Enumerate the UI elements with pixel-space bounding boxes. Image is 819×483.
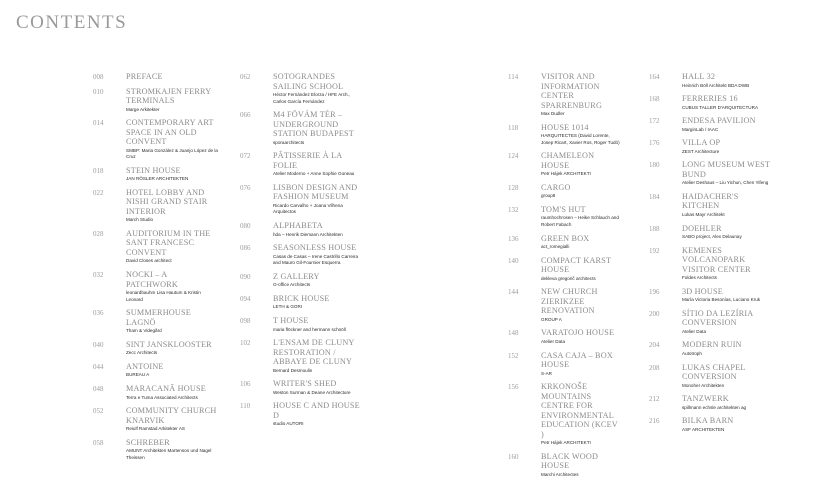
architect-name: Marchi Architectes <box>541 471 579 477</box>
architect-name: SABO project, Alex Delaunay <box>682 234 742 240</box>
project-title: GREEN BOX <box>541 233 590 243</box>
architect-name: Lukas Mayr Architekt <box>682 211 725 217</box>
architect-name: ASF ARCHITEKTEN <box>682 426 725 432</box>
architect-name: GROUP A <box>541 316 562 322</box>
entry-body <box>126 188 218 224</box>
toc-entry <box>240 294 362 311</box>
entry-body <box>682 192 771 219</box>
toc-entry <box>93 362 218 379</box>
toc-entry <box>508 183 620 200</box>
entry-body <box>682 94 771 111</box>
project-title: SINT JANSKLOOSTER <box>126 339 212 349</box>
architect-name: HARQUITECTES (David Lorente, Josep Ricart, Xavier Ros, Roger Tudó) <box>541 133 620 145</box>
architect-name: group8 <box>541 193 556 199</box>
entry-body <box>541 351 620 378</box>
entry-body <box>273 151 362 178</box>
page-number: 044 <box>93 362 104 371</box>
architect-name: María Victoria Besonías, Luciano Kruk <box>682 297 761 303</box>
architect-name: studio AUTORI <box>273 421 304 427</box>
page-number: 148 <box>508 329 519 338</box>
project-title: VILLA OP <box>682 138 721 148</box>
page-number: 136 <box>508 234 519 243</box>
project-title: CASA CAJA – BOX HOUSE <box>541 350 613 370</box>
page-number: 086 <box>240 244 251 253</box>
project-title: TANZWERK <box>682 394 729 404</box>
page-number: 040 <box>93 340 104 349</box>
entry-body <box>541 123 620 147</box>
entry-body <box>682 160 771 187</box>
toc-entry <box>93 406 218 433</box>
entry-body <box>126 438 218 462</box>
page-number: 216 <box>649 417 660 426</box>
page-number: 102 <box>240 339 251 348</box>
entry-body <box>126 308 218 335</box>
page-number: 062 <box>240 73 251 81</box>
project-title: SUMMERHOUSE LAGNÖ <box>126 308 191 327</box>
entry-body <box>682 72 771 89</box>
toc-entry <box>508 234 620 251</box>
entry-body <box>541 183 620 200</box>
architect-name: maria flöckner and hermann schnöll <box>273 326 346 332</box>
toc-column-3 <box>508 72 620 483</box>
toc-entry <box>240 379 362 396</box>
architect-name: Terra e Tuma Associated Architects <box>126 394 198 400</box>
entry-body <box>273 379 362 396</box>
page-number: 212 <box>649 395 660 404</box>
project-title: BRICK HOUSE <box>273 293 330 303</box>
project-title: ENDESA PAVILION <box>682 116 756 126</box>
project-title: STEIN HOUSE <box>126 165 181 175</box>
entry-body <box>126 118 218 161</box>
toc-entry <box>240 243 362 267</box>
entry-body <box>273 183 362 216</box>
entry-body <box>682 416 771 433</box>
page-number: 114 <box>508 73 519 81</box>
project-title: STROMKAJEN FERRY TERMINALS <box>126 86 212 105</box>
toc-entry <box>93 384 218 401</box>
entry-body <box>682 138 771 155</box>
architect-name: JAN RÖSLER ARCHITEKTEN <box>126 176 189 182</box>
architect-name: Atelier Deshaus – Liu Yichun, Chen Yifeng <box>682 180 769 186</box>
toc-entry <box>649 363 771 390</box>
entry-body <box>273 221 362 238</box>
page-number: 076 <box>240 183 251 192</box>
page-number: 176 <box>649 139 660 148</box>
toc-entry <box>93 72 218 82</box>
entry-body <box>273 316 362 333</box>
toc-column-4 <box>649 72 771 438</box>
toc-entry <box>649 116 771 133</box>
entry-body <box>541 287 620 323</box>
architect-name: Petr Hájek ARCHITEKTI <box>541 440 591 446</box>
toc-entry <box>508 123 620 147</box>
entry-body <box>126 72 218 82</box>
architect-name: S-AR <box>541 370 552 376</box>
page-number: 144 <box>508 288 519 297</box>
architect-name: Marge Arkitekter <box>126 106 160 112</box>
project-title: M4 FÖVÁM TÉR – UNDERGROUND STATION BUDAPEST <box>273 110 355 139</box>
page-number: 008 <box>93 73 104 81</box>
project-title: SEASONLESS HOUSE <box>273 243 357 253</box>
entry-body <box>541 234 620 251</box>
architect-name: Atelier Moderno + Anne Sophie Goneau <box>273 171 355 177</box>
page-number: 090 <box>240 272 251 281</box>
page-number: 072 <box>240 152 251 161</box>
architect-name: Bernard Desmoulin <box>273 367 313 373</box>
architect-name: sporaarchitects <box>273 139 305 145</box>
page-number: 128 <box>508 183 519 192</box>
toc-entry <box>508 287 620 323</box>
architect-name: Petr Hájek ARCHITEKTI <box>541 171 591 177</box>
architect-name: Héctor Fernández Elorza / HFE Arch., Carlos García Fernández <box>273 92 351 104</box>
toc-entry <box>649 394 771 411</box>
project-title: 3D HOUSE <box>682 286 723 296</box>
project-title: AUDITORIUM IN THE SANT FRANCESC CONVENT <box>126 228 211 257</box>
toc-entry <box>508 328 620 345</box>
toc-entry <box>649 246 771 282</box>
project-title: BLACK WOOD HOUSE <box>541 451 599 471</box>
entry-body <box>682 116 771 133</box>
toc-entry <box>649 416 771 433</box>
toc-entry <box>649 224 771 241</box>
toc-entry <box>93 229 218 265</box>
entry-body <box>682 394 771 411</box>
page-number: 110 <box>240 402 251 411</box>
page-number: 052 <box>93 407 104 416</box>
page-number: 156 <box>508 383 519 392</box>
toc-entry <box>240 110 362 146</box>
entry-body <box>541 151 620 178</box>
page-number: 106 <box>240 380 251 389</box>
architect-name: SMBP: Maria González & Juanjo López de la Cruz <box>126 147 218 160</box>
page-number: 200 <box>649 309 660 318</box>
toc-entry <box>649 94 771 111</box>
page-number: 192 <box>649 246 660 255</box>
toc-entry <box>649 160 771 187</box>
project-title: HAIDACHER'S KITCHEN <box>682 191 739 211</box>
toc-entry <box>240 221 362 238</box>
toc-entry <box>240 401 362 428</box>
toc-entry <box>93 308 218 335</box>
toc-entry <box>240 151 362 178</box>
project-title: Z GALLERY <box>273 271 320 281</box>
project-title: TOM'S HUT <box>541 204 586 214</box>
project-title: SOTOGRANDES SAILING SCHOOL <box>273 72 344 91</box>
toc-entry <box>93 438 218 462</box>
architect-name: BUREAU A <box>126 372 150 378</box>
entry-body <box>126 340 218 357</box>
toc-entry <box>240 183 362 216</box>
architect-name: Weston Surman & Deane Architecture <box>273 389 351 395</box>
project-title: LONG MUSEUM WEST BUND <box>682 160 770 179</box>
entry-body <box>541 328 620 345</box>
architect-name: hda – Henrik Diemann Architekten <box>273 231 343 237</box>
project-title: HOTEL LOBBY AND NISHI GRAND STAIR INTERIOR <box>126 187 208 216</box>
architect-name: spillmann echsle architekten ag <box>682 404 747 410</box>
architect-name: March Studio <box>126 217 154 223</box>
toc-entry <box>93 166 218 183</box>
page-number: 048 <box>93 385 104 394</box>
toc-entry <box>93 118 218 161</box>
project-title: LUKAS CHAPEL CONVERSION <box>682 362 746 382</box>
page-number: 160 <box>508 452 519 461</box>
architect-name: act_romegialli <box>541 244 570 250</box>
architect-name: LETH & GORI <box>273 304 303 310</box>
entry-body <box>541 382 620 447</box>
entry-body <box>273 401 362 428</box>
page-number: 196 <box>649 287 660 296</box>
project-title: HOUSE C AND HOUSE D <box>273 401 360 420</box>
toc-column-2 <box>240 72 362 433</box>
project-title: ANTOINE <box>126 361 164 371</box>
page-number: 118 <box>508 123 519 132</box>
architect-name: Ricardo Carvalho + Joana Vilhena Arquitectos <box>273 202 343 215</box>
project-title: T HOUSE <box>273 316 309 326</box>
project-title: KEMENES VOLCANOPARK VISITOR CENTER <box>682 245 751 274</box>
project-title: MODERN RUIN <box>682 340 742 350</box>
toc-entry <box>508 382 620 447</box>
entry-body <box>682 363 771 390</box>
page-number: 010 <box>93 87 104 96</box>
toc-entry <box>240 72 362 105</box>
architect-name: Foldes Architects <box>682 275 717 281</box>
entry-body <box>682 309 771 336</box>
page-number: 164 <box>649 73 660 81</box>
entry-body <box>682 340 771 357</box>
entry-body <box>126 87 218 114</box>
architect-name: MarginLab / IAAC <box>682 126 719 132</box>
toc-entry <box>240 272 362 289</box>
toc-entry <box>649 192 771 219</box>
project-title: FERRERIES 16 <box>682 94 738 104</box>
architect-name: Heinrich Böll Architekt BDA DWB <box>682 82 750 88</box>
project-title: ALPHABETA <box>273 221 323 231</box>
toc-entry <box>93 340 218 357</box>
page-number: 018 <box>93 166 104 175</box>
project-title: HOUSE 1014 <box>541 122 589 132</box>
project-title: KRKONOŠE MOUNTAINS CENTRE FOR ENVIRONMENTAL EDUCATION (KCEV ) <box>541 382 618 439</box>
toc-entry <box>508 351 620 378</box>
entry-body <box>126 166 218 183</box>
entry-body <box>273 272 362 289</box>
architect-name: CUBUS TALLER D'ARQUITECTURA <box>682 104 759 110</box>
page-number: 058 <box>93 438 104 447</box>
entry-body <box>126 406 218 433</box>
architect-name: Reiulf Ramstad Arkitekter AS <box>126 426 185 432</box>
architect-name: Zecc Architects <box>126 350 158 356</box>
architect-name: ZEST Architecture <box>682 148 720 154</box>
entry-body <box>273 243 362 267</box>
entry-body <box>126 270 218 303</box>
project-title: LISBON DESIGN AND FASHION MUSEUM <box>273 182 358 202</box>
architect-name: leonardbauhm Lisa Hautum & Kristin Leonard <box>126 290 201 302</box>
architect-name: dekleva gregorič architects <box>541 275 596 281</box>
project-title: HALL 32 <box>682 72 716 81</box>
page-number: 184 <box>649 192 660 201</box>
page-number: 028 <box>93 229 104 238</box>
toc-entry <box>508 452 620 479</box>
entry-body <box>541 205 620 229</box>
page-number: 094 <box>240 294 251 303</box>
architect-name: AMUNT Architekten Martenson und Nagel Theissen <box>126 448 212 460</box>
project-title: NEW CHURCH ZIERIKZEE RENOVATION <box>541 287 598 316</box>
entry-body <box>126 384 218 401</box>
toc-entry <box>240 338 362 374</box>
page-number: 152 <box>508 351 519 360</box>
project-title: MARACANÃ HOUSE <box>126 384 206 394</box>
project-title: NOCKI – A PATCHWORK <box>126 270 178 289</box>
entry-body <box>682 287 771 304</box>
page-number: 188 <box>649 224 660 233</box>
project-title: DOEHLER <box>682 223 722 233</box>
entry-body <box>541 452 620 479</box>
toc-entry <box>508 256 620 283</box>
page-number: 168 <box>649 95 660 104</box>
toc-entry <box>649 138 771 155</box>
toc-entry <box>649 72 771 89</box>
toc-entry <box>93 188 218 224</box>
entry-body <box>273 338 362 374</box>
entry-body <box>273 294 362 311</box>
entry-body <box>541 72 620 118</box>
architect-name: David Closes architect <box>126 258 172 264</box>
toc-entry <box>649 309 771 336</box>
page-number: 172 <box>649 117 660 126</box>
entry-body <box>126 229 218 265</box>
architect-name: Casas de Casas – Irene Castrillo Carreira and Mauro Gil-Fournier Esquerra <box>273 253 359 266</box>
project-title: VISITOR AND INFORMATION CENTER SPARRENBURG <box>541 72 603 110</box>
architect-name: Tham & Videgård <box>126 328 162 334</box>
entry-body <box>541 256 620 283</box>
page-number: 140 <box>508 256 519 265</box>
project-title: WRITER'S SHED <box>273 379 337 389</box>
architect-name: Max Dudler <box>541 111 565 116</box>
page-number: 066 <box>240 111 251 120</box>
toc-entry <box>93 270 218 303</box>
project-title: VARATOJO HOUSE <box>541 328 615 338</box>
page-number: 208 <box>649 363 660 372</box>
page-title: CONTENTS <box>16 12 128 33</box>
page-number: 098 <box>240 317 251 326</box>
entry-body <box>126 362 218 379</box>
entry-body <box>273 72 362 105</box>
page-number: 036 <box>93 309 104 318</box>
page-number: 022 <box>93 188 104 197</box>
entry-body <box>273 110 362 146</box>
page-number: 204 <box>649 341 660 350</box>
project-title: SCHREBER <box>126 437 170 447</box>
architect-name: Atelier Data <box>541 338 566 344</box>
page-number: 014 <box>93 119 104 128</box>
entry-body <box>682 246 771 282</box>
architect-name: Atelier Data <box>682 328 707 334</box>
architect-name: Monoher Architekten <box>682 382 725 388</box>
toc-entry <box>508 205 620 229</box>
toc-entry <box>649 287 771 304</box>
project-title: COMPACT KARST HOUSE <box>541 255 612 275</box>
page-number: 124 <box>508 152 519 161</box>
architect-name: O-office Architects <box>273 282 311 288</box>
architect-name: Autotroph <box>682 350 702 356</box>
project-title: SÍTIO DA LEZÍRIA CONVERSION <box>682 308 753 328</box>
toc-entry <box>508 72 620 118</box>
project-title: CARGO <box>541 182 571 192</box>
toc-entry <box>93 87 218 114</box>
page-number: 080 <box>240 222 251 231</box>
project-title: PÂTISSERIE À LA FOLIE <box>273 151 342 170</box>
toc-entry <box>508 151 620 178</box>
page-number: 180 <box>649 161 660 170</box>
toc-entry <box>240 316 362 333</box>
toc-column-1 <box>93 72 218 466</box>
project-title: COMMUNITY CHURCH KNARVIK <box>126 406 217 425</box>
project-title: CONTEMPORARY ART SPACE IN AN OLD CONVENT <box>126 118 214 147</box>
project-title: L'ENSAM DE CLUNY RESTORATION / ABBAYE DE CLUNY <box>273 338 355 367</box>
toc-entry <box>649 340 771 357</box>
page-number: 132 <box>508 205 519 214</box>
project-title: CHAMELEON HOUSE <box>541 151 595 170</box>
project-title: PREFACE <box>126 72 163 81</box>
project-title: BILKA BARN <box>682 416 734 426</box>
architect-name: raumhochrosen – Heike Schlauch and Robert Fabach <box>541 215 619 228</box>
entry-body <box>682 224 771 241</box>
page-number: 032 <box>93 271 104 280</box>
